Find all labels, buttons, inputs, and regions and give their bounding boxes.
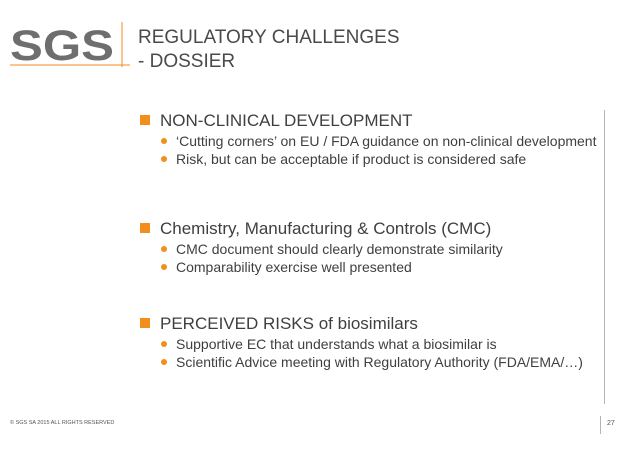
sgs-logo xyxy=(10,22,130,67)
dot-bullet-icon xyxy=(161,246,167,252)
right-divider xyxy=(604,110,605,404)
title-line-1: REGULATORY CHALLENGES xyxy=(138,27,400,48)
page-title xyxy=(138,26,400,74)
square-bullet-icon xyxy=(140,318,150,328)
square-bullet-icon xyxy=(140,223,150,233)
bullet-item: CMC document should clearly demonstrate similarity xyxy=(140,241,600,257)
section-heading: PERCEIVED RISKS of biosimilars xyxy=(140,313,600,334)
copyright-notice: © SGS SA 2015 ALL RIGHTS RESERVED xyxy=(10,420,115,426)
section-perceived-risks xyxy=(140,313,600,370)
square-bullet-icon xyxy=(140,115,150,125)
page-number-divider xyxy=(600,416,601,434)
section-cmc xyxy=(140,218,600,275)
bullet-item: Supportive EC that understands what a biosimilar is xyxy=(140,336,600,352)
dot-bullet-icon xyxy=(161,156,167,162)
section-heading: NON-CLINICAL DEVELOPMENT xyxy=(140,110,600,131)
logo-text: SGS xyxy=(10,22,114,67)
dot-bullet-icon xyxy=(161,138,167,144)
page-number: 27 xyxy=(607,420,615,427)
bullet-item: Comparability exercise well presented xyxy=(140,259,600,275)
dot-bullet-icon xyxy=(161,264,167,270)
section-heading: Chemistry, Manufacturing & Controls (CMC) xyxy=(140,218,600,239)
bullet-item: Scientific Advice meeting with Regulatory Authority (FDA/EMA/…) xyxy=(140,354,600,370)
dot-bullet-icon xyxy=(161,359,167,365)
dot-bullet-icon xyxy=(161,341,167,347)
section-non-clinical xyxy=(140,110,600,167)
bullet-item: ‘Cutting corners’ on EU / FDA guidance on non-clinical development xyxy=(140,133,600,149)
bullet-item: Risk, but can be acceptable if product is considered safe xyxy=(140,151,600,167)
title-line-2: - DOSSIER xyxy=(138,51,236,72)
